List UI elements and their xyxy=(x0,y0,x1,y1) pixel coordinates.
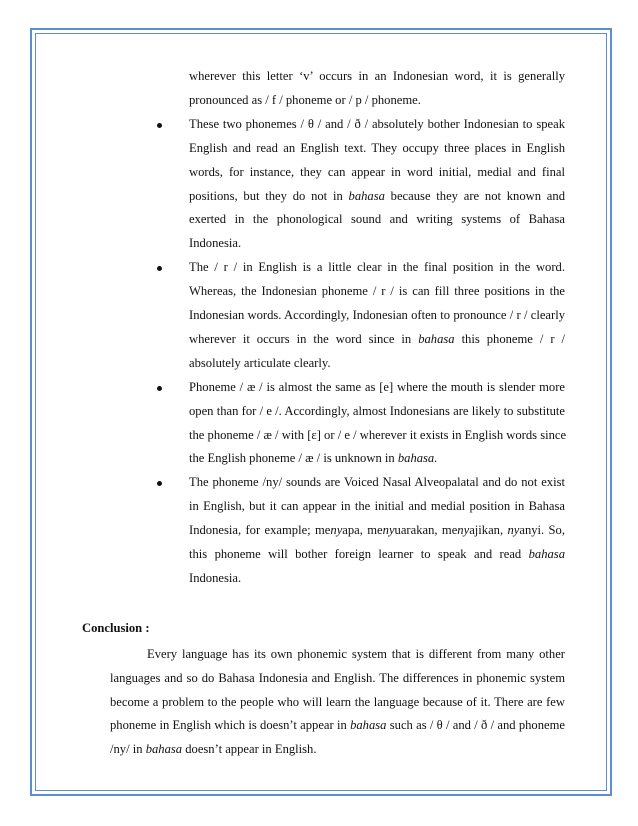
text-line xyxy=(110,714,565,738)
text-run: Indonesia, for example; me xyxy=(189,523,331,538)
italic-run: ny xyxy=(457,523,470,538)
text-line: The / r / in English is a little clear in the final position in the word. xyxy=(189,260,565,275)
text-line: English and read an English text. They occupy three places in English xyxy=(189,140,565,155)
italic-run: bahasa. xyxy=(397,451,438,466)
text-line: Indonesia. xyxy=(189,570,242,585)
text-line: The phoneme /ny/ sounds are Voiced Nasal Alveopalatal and do not exist xyxy=(189,475,565,490)
italic-run: bahasa xyxy=(145,742,183,757)
text-line: open than for / e /. Accordingly, almost Indonesians are likely to substitute xyxy=(189,403,565,418)
conclusion-heading: Conclusion : xyxy=(82,620,150,635)
italic-run: ny xyxy=(330,523,343,538)
italic-run: ny xyxy=(382,523,395,538)
text-run: the English phoneme / æ / is unknown in xyxy=(189,451,398,466)
text-run: uarakan, me xyxy=(394,523,458,538)
text-run: phoneme in English which is doesn’t appear in xyxy=(110,718,351,733)
text-line xyxy=(189,519,565,543)
text-line: Every language has its own phonemic system that is different from many other xyxy=(147,646,565,661)
text-line xyxy=(189,328,565,352)
text-run: this phoneme / r / xyxy=(454,331,565,346)
text-run: positions, but they do not in xyxy=(189,188,349,203)
text-run: such as / θ / and / ð / and phoneme xyxy=(386,718,565,733)
text-run: because they are not known and xyxy=(384,188,565,203)
text-run: this phoneme will bother foreign learner to speak and read xyxy=(189,547,529,561)
italic-run: bahasa xyxy=(350,718,387,733)
bullet-icon xyxy=(157,123,162,128)
text-line: absolutely articulate clearly. xyxy=(189,355,331,370)
bullet-icon xyxy=(157,386,162,391)
text-line: in English, but it can appear in the initial and medial position in Bahasa xyxy=(189,499,565,514)
text-line xyxy=(189,543,565,567)
text-line: Whereas, the Indonesian phoneme / r / is can fill three positions in the xyxy=(189,284,565,299)
text-run: anyi. So, xyxy=(519,523,565,538)
text-run: doesn’t appear in English. xyxy=(182,742,317,757)
text-run: apa, me xyxy=(342,523,383,538)
text-line: wherever this letter ‘v’ occurs in an Indonesian word, it is generally xyxy=(189,69,565,83)
text-line: words, for instance, they can appear in word initial, medial and final xyxy=(189,164,565,179)
text-line xyxy=(189,447,565,471)
text-run: ajikan, xyxy=(469,523,508,538)
text-line: the phoneme / æ / with [ɛ] or / e / wherever it exists in English words since xyxy=(189,427,567,442)
text-run: /ny/ in xyxy=(110,742,146,757)
text-run: wherever it occurs in the word since in xyxy=(189,331,419,346)
text-line: exerted in the phonological sound and writing systems of Bahasa xyxy=(189,212,565,227)
text-line: Phoneme / æ / is almost the same as [e] where the mouth is slender more xyxy=(189,379,565,394)
text-line: become a problem to the people who will learn the language because of it. There are few xyxy=(110,694,565,709)
text-line: languages and so do Bahasa Indonesia and English. The differences in phonemic system xyxy=(110,670,565,685)
bullet-icon xyxy=(157,481,162,486)
bullet-icon xyxy=(157,266,162,271)
italic-run: bahasa xyxy=(528,547,565,561)
italic-run: ny xyxy=(507,523,520,538)
italic-run: bahasa xyxy=(418,331,455,346)
text-line xyxy=(110,738,565,762)
text-line: Indonesia. xyxy=(189,236,242,251)
text-line: pronounced as / f / phoneme or / p / phoneme. xyxy=(189,92,421,107)
text-line: These two phonemes / θ / and / ð / absolutely bother Indonesian to speak xyxy=(189,116,565,131)
text-line: Indonesian words. Accordingly, Indonesian often to pronounce / r / clearly xyxy=(189,308,565,322)
italic-run: bahasa xyxy=(348,188,385,203)
text-line xyxy=(189,185,565,209)
